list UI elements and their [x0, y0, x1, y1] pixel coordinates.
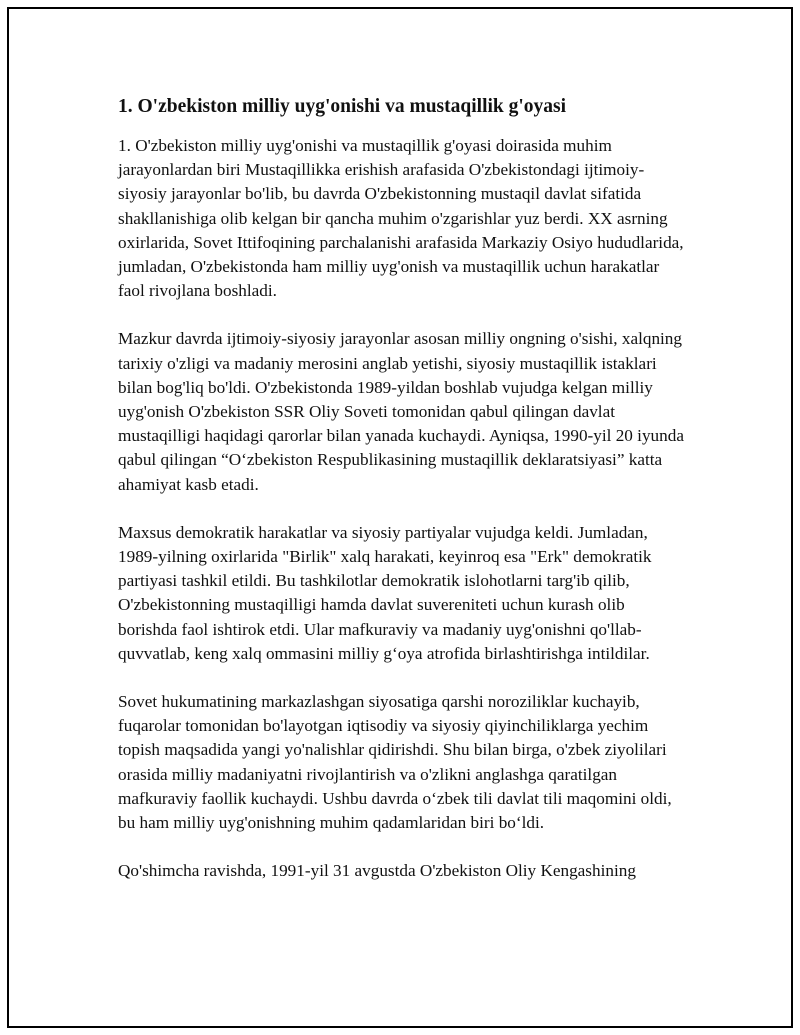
document-title: 1. O'zbekiston milliy uyg'onishi va mustaqillik g'oyasi: [118, 96, 567, 117]
paragraph-2: Mazkur davrda ijtimoiy-siyosiy jarayonlar asosan milliy ongning o'sishi, xalqning tarixiy o'zligi va madaniy merosini anglab yetishi, siyosiy mustaqillik istaklari bilan bog'liq bo'ldi. O'zbekistonda 1989-yildan boshlab vujudga kelgan milliy uyg'onish O'zbekiston SSR Oliy Soveti tomonidan qabul qilingan davlat mustaqilligi haqidagi qarorlar bilan yanada kuchaydi. Ayniqsa, 1990-yil 20 iyunda qabul qilingan “O‘zbekiston Respublikasining mustaqillik deklaratsiyasi” katta ahamiyat kasb etadi.: [118, 329, 684, 494]
paragraph-3: Maxsus demokratik harakatlar va siyosiy partiyalar vujudga keldi. Jumladan, 1989-yilning oxirlarida "Birlik" xalq harakati, keyinroq esa "Erk" demokratik partiyasi tashkil etildi. Bu tashkilotlar demokratik islohotlarni targ'ib qilib, O'zbekistonning mustaqilligi hamda davlat suvereniteti uchun kurash olib borishda faol ishtirok etdi. Ular mafkuraviy va madaniy uyg'onishni qo'llab-quvvatlab, keng xalq ommasini milliy g‘oya atrofida birlashtirishga intildilar.: [118, 522, 652, 663]
paragraph-4: Sovet hukumatining markazlashgan siyosatiga qarshi noroziliklar kuchayib, fuqarolar tomonidan bo'layotgan iqtisodiy va siyosiy qiyinchiliklarga yechim topish maqsadida yangi yo'nalishlar qidirishdi. Shu bilan birga, o'zbek ziyolilari orasida milliy madaniyatni rivojlantirish va o'zlikni anglashga qaratilgan mafkuraviy faollik kuchaydi. Ushbu davrda o‘zbek tili davlat tili maqomini oldi, bu ham milliy uyg'onishning muhim qadamlaridan biri bo‘ldi.: [118, 692, 672, 833]
paragraph-5: Qo'shimcha ravishda, 1991-yil 31 avgustda O'zbekiston Oliy Kengashining: [118, 861, 636, 881]
paragraph-1: 1. O'zbekiston milliy uyg'onishi va mustaqillik g'oyasi doirasida muhim jarayonlardan biri Mustaqillikka erishish arafasida O'zbekistondagi ijtimoiy-siyosiy jarayonlar bo'lib, bu davrda O'zbekistonning mustaqil davlat sifatida shakllanishiga olib kelgan bir qancha muhim o'zgarishlar yuz berdi. XX asrning oxirlarida, Sovet Ittifoqining parchalanishi arafasida Markaziy Osiyo hududlarida, jumladan, O'zbekistonda ham milliy uyg'onish va mustaqillik uchun harakatlar faol rivojlana boshladi.: [118, 136, 684, 301]
document-body: [118, 94, 686, 907]
